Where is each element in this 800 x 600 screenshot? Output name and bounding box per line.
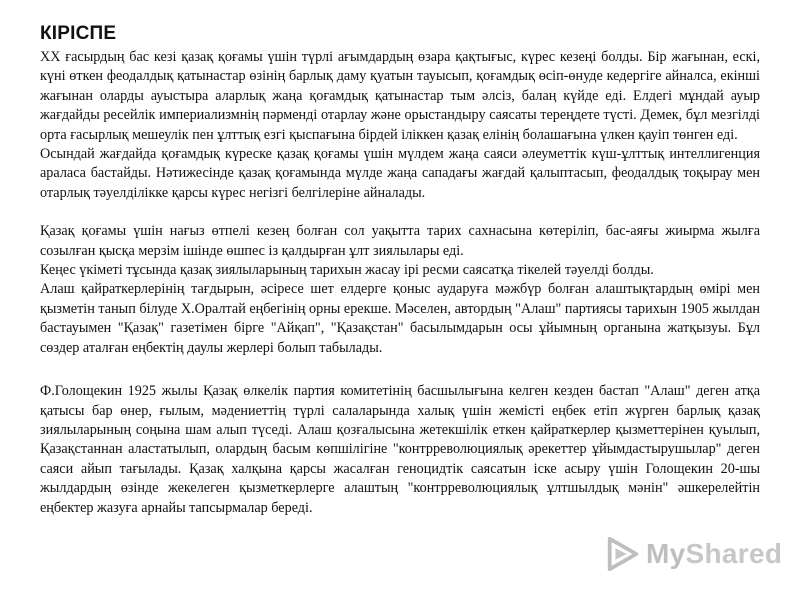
document-page (40, 22, 760, 518)
paragraph-goloshchekin: Ф.Голощекин 1925 жылы Қазақ өлкелік партия комитетінің басшылығына келген кезден бастап "Алаш" деген атқа қатысы бар өнер, ғылым, мәдениеттің түрлі салаларында халық үшін жемісті еңбек етіп жүрген барлық қазақ зиялыларының соңына шам алып түседі. Алаш қозғалысына жетекшілік еткен қайраткерлер қызметтерінен қуылып, Қазақстаннан аластатылып, олардың басым көпшілігіне "контрреволюциялық әрекеттер ұйымдастырушылар" деген саяси айып тағылады. Қазақ халқына қарсы жасалған геноцидтік саясатын іске асыру үшін Голощекин 20-шы жылдардың өзінде жекелеген қызметкерлерге алаштың "контрреволюциялық ұлтшылдық мәнін" әшкерелейтін еңбектер жазуға арнайы тапсырмалар береді. (40, 383, 760, 516)
paragraph-soviet-era: Кеңес үкіметі тұсында қазақ зиялыларының тарихын жасау ірі ресми саясатқа тікелей тәуелді болды. (40, 262, 654, 279)
page-title: КІРІСПЕ (40, 23, 117, 44)
watermark-text: MyShared (646, 538, 783, 569)
paragraph-alash-figures: Алаш қайраткерлерінің тағдырын, әсіресе шет елдерге қоныс аударуға мәжбүр болған алаштықтардың өмірі мен қызметін танып білуде Х.Оралтай еңбегінің орны ерекше. Мәселен, автордың "Алаш" партиясы тарихын 1905 жылдан бастауымен "Қазақ" газетімен бірге "Айқап", "Қазақстан" басылымдарын осы ұйымның органына жатқызуы. Бұл сөздер аталған еңбектің даулы жерлері болып табылады. (40, 281, 760, 356)
myshared-logo-icon (604, 535, 642, 573)
myshared-watermark (604, 534, 782, 574)
paragraph-intro: XX ғасырдың бас кезі қазақ қоғамы үшін түрлі ағымдардың өзара қақтығыс, күрес кезеңі болды. Бір жағынан, ескі, күні өткен феодалдық қатынастар өзінің барлық даму қуатын тауысып, қоғамдық өсіп-өнуде кедергіге айналса, екінші жағынан оларды ауыстыра аларлық жаңа қоғамдық қатынастар тым әлсіз, балаң күйде еді. Елдегі мұндай ауыр жағдайды ресейлік империализмнің пәрменді отарлау және орыстандыру саясаты тереңдете түсті. Демек, бұл мезгілді орта ғасырлық мешеулік пен ұлттық езгі қыспағына бірдей іліккен қазақ елінің болашағына үлкен қауіп төнген еді. (40, 49, 760, 143)
paragraph-spacer (40, 203, 760, 222)
paragraph-intelligentsia: Осындай жағдайда қоғамдық күреске қазақ қоғамы үшін мүлдем жаңа саяси әлеуметтік күш-ұлттық интеллигенция араласа бастайды. Нәтижесінде қазақ қоғамында мүлде жаңа сападағы жағдай қалыптасып, феодалдық тоқырау мен отарлық тәуелділікке қарсы күрес негізгі белгілеріне айналады. (40, 146, 760, 201)
paragraph-spacer (40, 358, 760, 382)
paragraph-transition-period: Қазақ қоғамы үшін нағыз өтпелі кезең болған сол уақытта тарих сахнасына көтеріліп, бас-аяғы жиырма жылға созылған қысқа мерзім ішінде өшпес із қалдырған ұлт зиялылары еді. (40, 223, 760, 259)
